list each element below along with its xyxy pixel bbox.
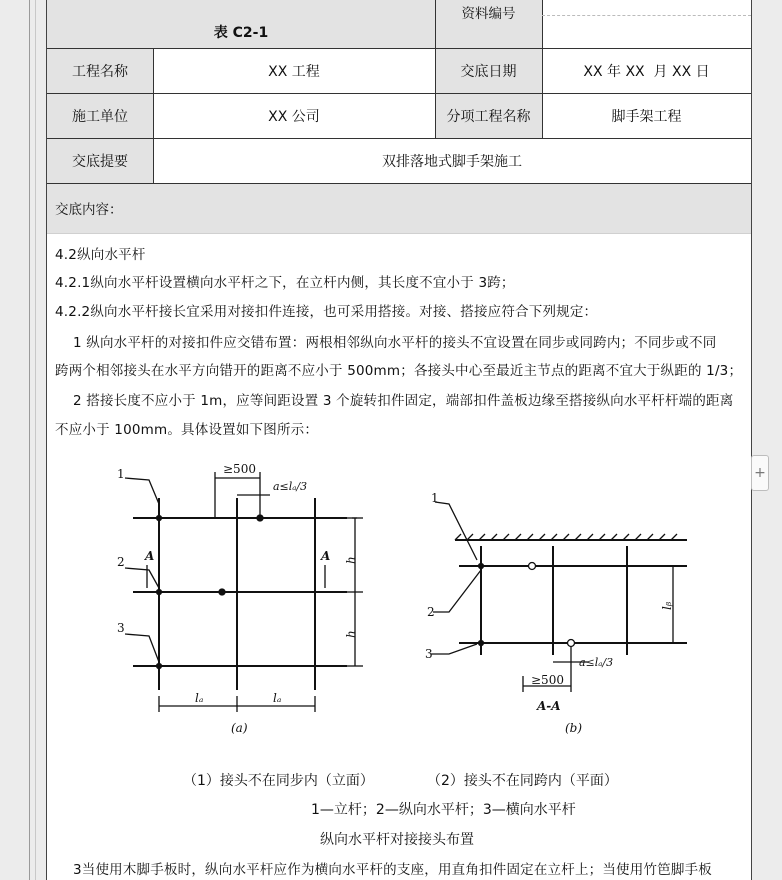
- part-number: 1: [117, 467, 125, 481]
- scaffold-joint-diagram: [47, 440, 751, 760]
- content-line: 4.2纵向水平杆: [55, 247, 146, 263]
- unit-label-cell: [47, 93, 153, 138]
- date-value-cell[interactable]: [542, 48, 751, 93]
- unit-value: XX 公司: [268, 108, 320, 125]
- figure-title: 纵向水平杆对接接头布置: [320, 832, 474, 848]
- caption-a: （1）接头不在同步内（立面）: [183, 773, 374, 789]
- unit-value-cell[interactable]: [153, 93, 435, 138]
- dimension-label: h: [344, 556, 358, 564]
- document-page: [46, 0, 752, 880]
- project-name-label-cell: [47, 48, 153, 93]
- part-number: 1: [431, 491, 439, 505]
- date-value: XX 年 XX 月 XX 日: [583, 63, 710, 80]
- project-name-label: 工程名称: [72, 63, 128, 80]
- subfigure-label: (a): [231, 721, 248, 735]
- content-line: 跨两个相邻接头在水平方向错开的距离不应小于 500mm；各接头中心至最近主节点的距离不宜大于纵距的 1/3；: [55, 363, 743, 379]
- margin-line: [29, 0, 30, 880]
- subfigure-label: (b): [565, 721, 583, 735]
- content-line: 4.2.2纵向水平杆接长宜采用对接扣件连接，也可采用搭接。对接、搭接应符合下列规定：: [55, 304, 598, 320]
- dimension-label: ≥500: [531, 673, 564, 687]
- sub-project-value-cell[interactable]: [542, 93, 751, 138]
- content-line: 不应小于 100mm。具体设置如下图所示：: [55, 422, 319, 438]
- date-label-cell: [435, 48, 542, 93]
- unit-label: 施工单位: [72, 108, 128, 125]
- doc-no-label: 资料编号: [461, 6, 516, 22]
- caption-b: （2）接头不在同跨内（平面）: [427, 773, 618, 789]
- section-title: A-A: [537, 699, 561, 713]
- figure-legend: 1—立杆；2—纵向水平杆；3—横向水平杆: [311, 802, 576, 818]
- project-name-value: XX 工程: [268, 63, 320, 80]
- sub-project-label-cell: [435, 93, 542, 138]
- sub-project-value: 脚手架工程: [611, 108, 682, 125]
- sub-project-label: 分项工程名称: [446, 108, 531, 125]
- dimension-label: lₐ: [195, 691, 204, 705]
- part-number: 2: [427, 605, 435, 619]
- date-label: 交底日期: [460, 63, 517, 80]
- expand-button[interactable]: +: [751, 455, 769, 491]
- summary-value-cell[interactable]: [153, 138, 751, 183]
- summary-label-cell: [47, 138, 153, 183]
- project-name-value-cell[interactable]: [153, 48, 435, 93]
- dimension-label: a≤lₐ/3: [579, 656, 614, 669]
- part-number: 3: [117, 621, 125, 635]
- content-line: 1 纵向水平杆的对接扣件应交错布置：两根相邻纵向水平杆的接头不宜设置在同步或同跨内；不同步或不同: [55, 335, 717, 351]
- content-line: 3当使用木脚手板时，纵向水平杆应作为横向水平杆的支座，用直角扣件固定在立杆上；当使用竹笆脚手板: [55, 862, 712, 878]
- margin-line: [35, 0, 36, 880]
- part-number: 3: [425, 647, 433, 661]
- summary-value: 双排落地式脚手架施工: [382, 153, 522, 170]
- content-label-cell: [47, 183, 751, 233]
- section-mark: A: [321, 549, 331, 563]
- content-line: 4.2.1纵向水平杆设置横向水平杆之下，在立杆内侧，其长度不宜小于 3跨；: [55, 275, 515, 291]
- content-line: 2 搭接长度不应小于 1m，应等间距设置 3 个旋转扣件固定，端部扣件盖板边缘至搭接纵向水平杆杆端的距离: [55, 393, 734, 409]
- dimension-label: lₐ: [273, 691, 282, 705]
- form-number: 表 C2-1: [213, 25, 269, 41]
- dimension-label: ≥500: [223, 462, 256, 476]
- section-mark: A: [145, 549, 155, 563]
- form-number-cell: [47, 0, 435, 48]
- doc-no-value-cell[interactable]: [542, 0, 751, 48]
- content-label: 交底内容：: [55, 202, 123, 218]
- doc-no-label-cell: [435, 0, 542, 48]
- part-number: 2: [117, 555, 125, 569]
- dimension-label: h: [344, 630, 358, 638]
- dimension-label: lᵦ: [660, 601, 674, 610]
- summary-label: 交底提要: [72, 153, 128, 170]
- dimension-label: a≤lₐ/3: [273, 480, 308, 493]
